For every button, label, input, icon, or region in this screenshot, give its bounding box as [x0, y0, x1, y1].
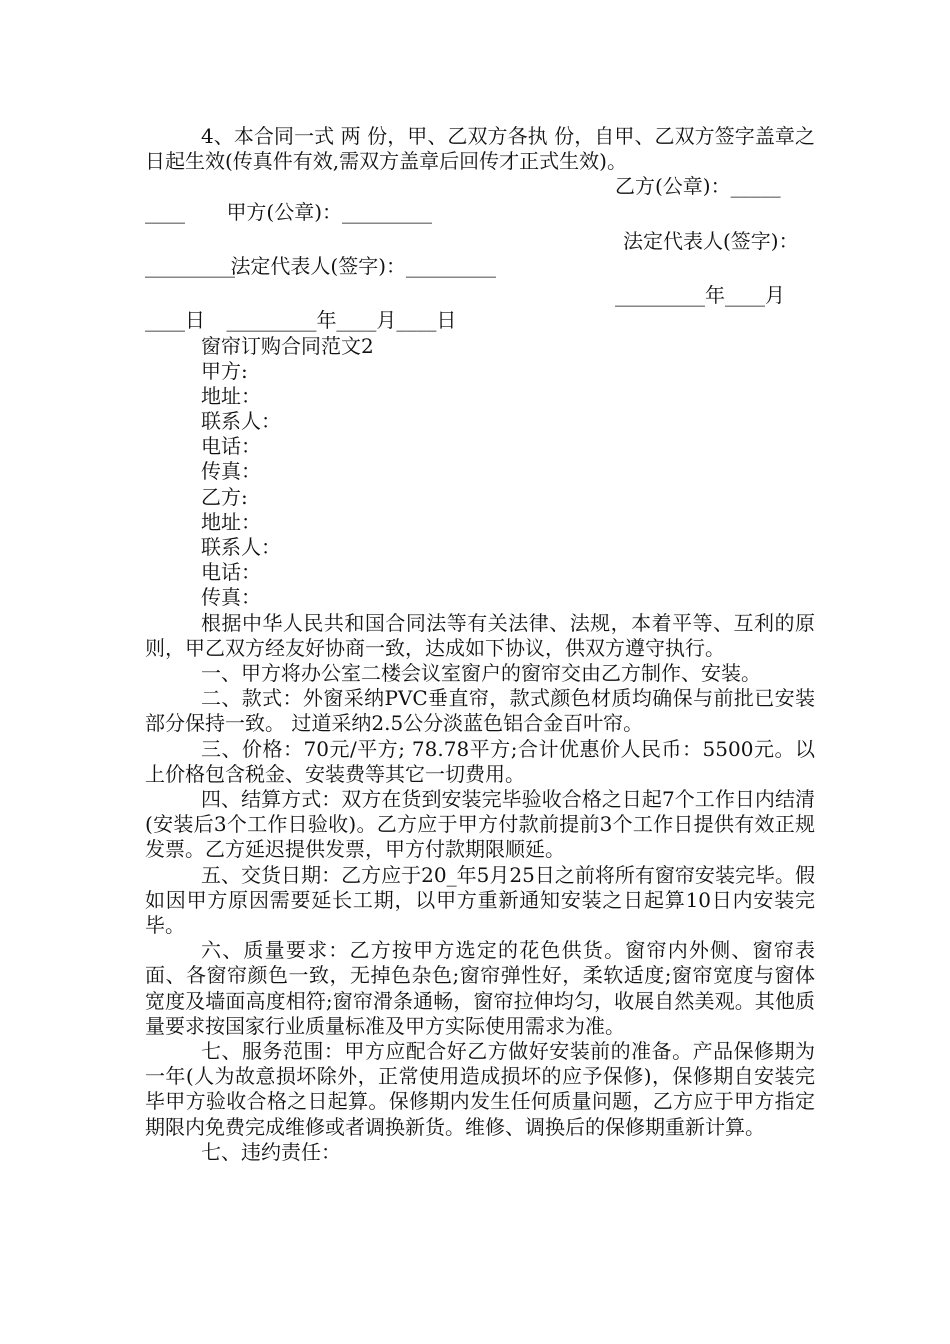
party-a-seal: 甲方(公章)：_________ [226, 199, 433, 224]
party-b-seal: 乙方(公章)：_____ [615, 174, 781, 199]
party-b-seal-cont: ____ [145, 199, 185, 224]
party-a-fax: 传真： [201, 459, 261, 484]
party-b-phone: 电话： [201, 560, 261, 585]
contract-title: 窗帘订购合同范文2 [201, 333, 374, 358]
party-b-address: 地址： [201, 509, 261, 534]
party-b-contact: 联系人： [201, 535, 281, 560]
legal-rep-b: 法定代表人(签字)： [623, 228, 799, 253]
date-b: _________年____月 [615, 283, 785, 308]
party-a-contact: 联系人： [201, 409, 281, 434]
party-b-fax: 传真： [201, 585, 261, 610]
legal-rep-b-cont: _________ [145, 253, 235, 278]
legal-rep-a: 法定代表人(签字)：_________ [230, 253, 497, 278]
paragraph-clause-7: 七、服务范围：甲方应配合好乙方做好安装前的准备。产品保修期为一年(人为故意损坏除外，正常使用造成损坏的应予保修)，保修期自安装完毕甲方验收合格之日起算。保修期内发生任何质量问题，乙方应于甲方指定期限内免费完成维修或者调换新货。维修、调换后的保修期重新计算。 [145, 1039, 815, 1139]
contract-2 [145, 334, 815, 1166]
clause-4: 4、本合同一式 两 份，甲、乙双方各执 份，自甲、乙双方签字盖章之日起生效(传真件有效,需双方盖章后回传才正式生效)。 [145, 124, 815, 174]
seal-row [145, 174, 815, 224]
paragraph-clause-6: 六、质量要求：乙方按甲方选定的花色供货。窗帘内外侧、窗帘表面、各窗帘颜色一致，无掉色杂色;窗帘弹性好，柔软适度;窗帘宽度与窗体宽度及墙面高度相符;窗帘滑条通畅，窗帘拉伸均匀，收展自然美观。其他质量要求按国家行业质量标准及甲方实际使用需求为准。 [145, 938, 815, 1038]
legal-rep-row [145, 228, 815, 278]
date-row [145, 283, 815, 333]
paragraph-clause-breach: 七、违约责任： [201, 1139, 341, 1164]
paragraph-clause-2: 二、款式：外窗采纳PVC垂直帘，款式颜色材质均确保与前批已安装部分保持一致。 过道采纳2.5公分淡蓝色铝合金百叶帘。 [145, 686, 815, 736]
date-b-cont: ____日 [145, 308, 205, 333]
party-b-label: 乙方: [201, 484, 248, 509]
document-page [145, 124, 815, 1164]
party-a-label: 甲方: [201, 358, 248, 383]
date-a: _________年____月____日 [226, 308, 457, 333]
paragraph-preamble: 根据中华人民共和国合同法等有关法律、法规，本着平等、互利的原则，甲乙双方经友好协商一致，达成如下协议，供双方遵守执行。 [145, 610, 815, 660]
paragraph-clause-1: 一、甲方将办公室二楼会议室窗户的窗帘交由乙方制作、安装。 [201, 661, 761, 685]
paragraph-clause-3: 三、价格：70元/平方; 78.78平方;合计优惠价人民币：5500元。以上价格包含税金、安装费等其它一切费用。 [145, 736, 815, 786]
party-a-address: 地址： [201, 383, 261, 408]
paragraph-clause-4: 四、结算方式：双方在货到安装完毕验收合格之日起7个工作日内结清(安装后3个工作日验收)。乙方应于甲方付款前提前3个工作日提供有效正规发票。乙方延迟提供发票，甲方付款期限顺延。 [145, 787, 815, 862]
paragraph-clause-5: 五、交货日期：乙方应于20_年5月25日之前将所有窗帘安装完毕。假如因甲方原因需要延长工期，以甲方重新通知安装之日起算10日内安装完毕。 [145, 862, 815, 938]
party-a-phone: 电话： [201, 434, 261, 459]
